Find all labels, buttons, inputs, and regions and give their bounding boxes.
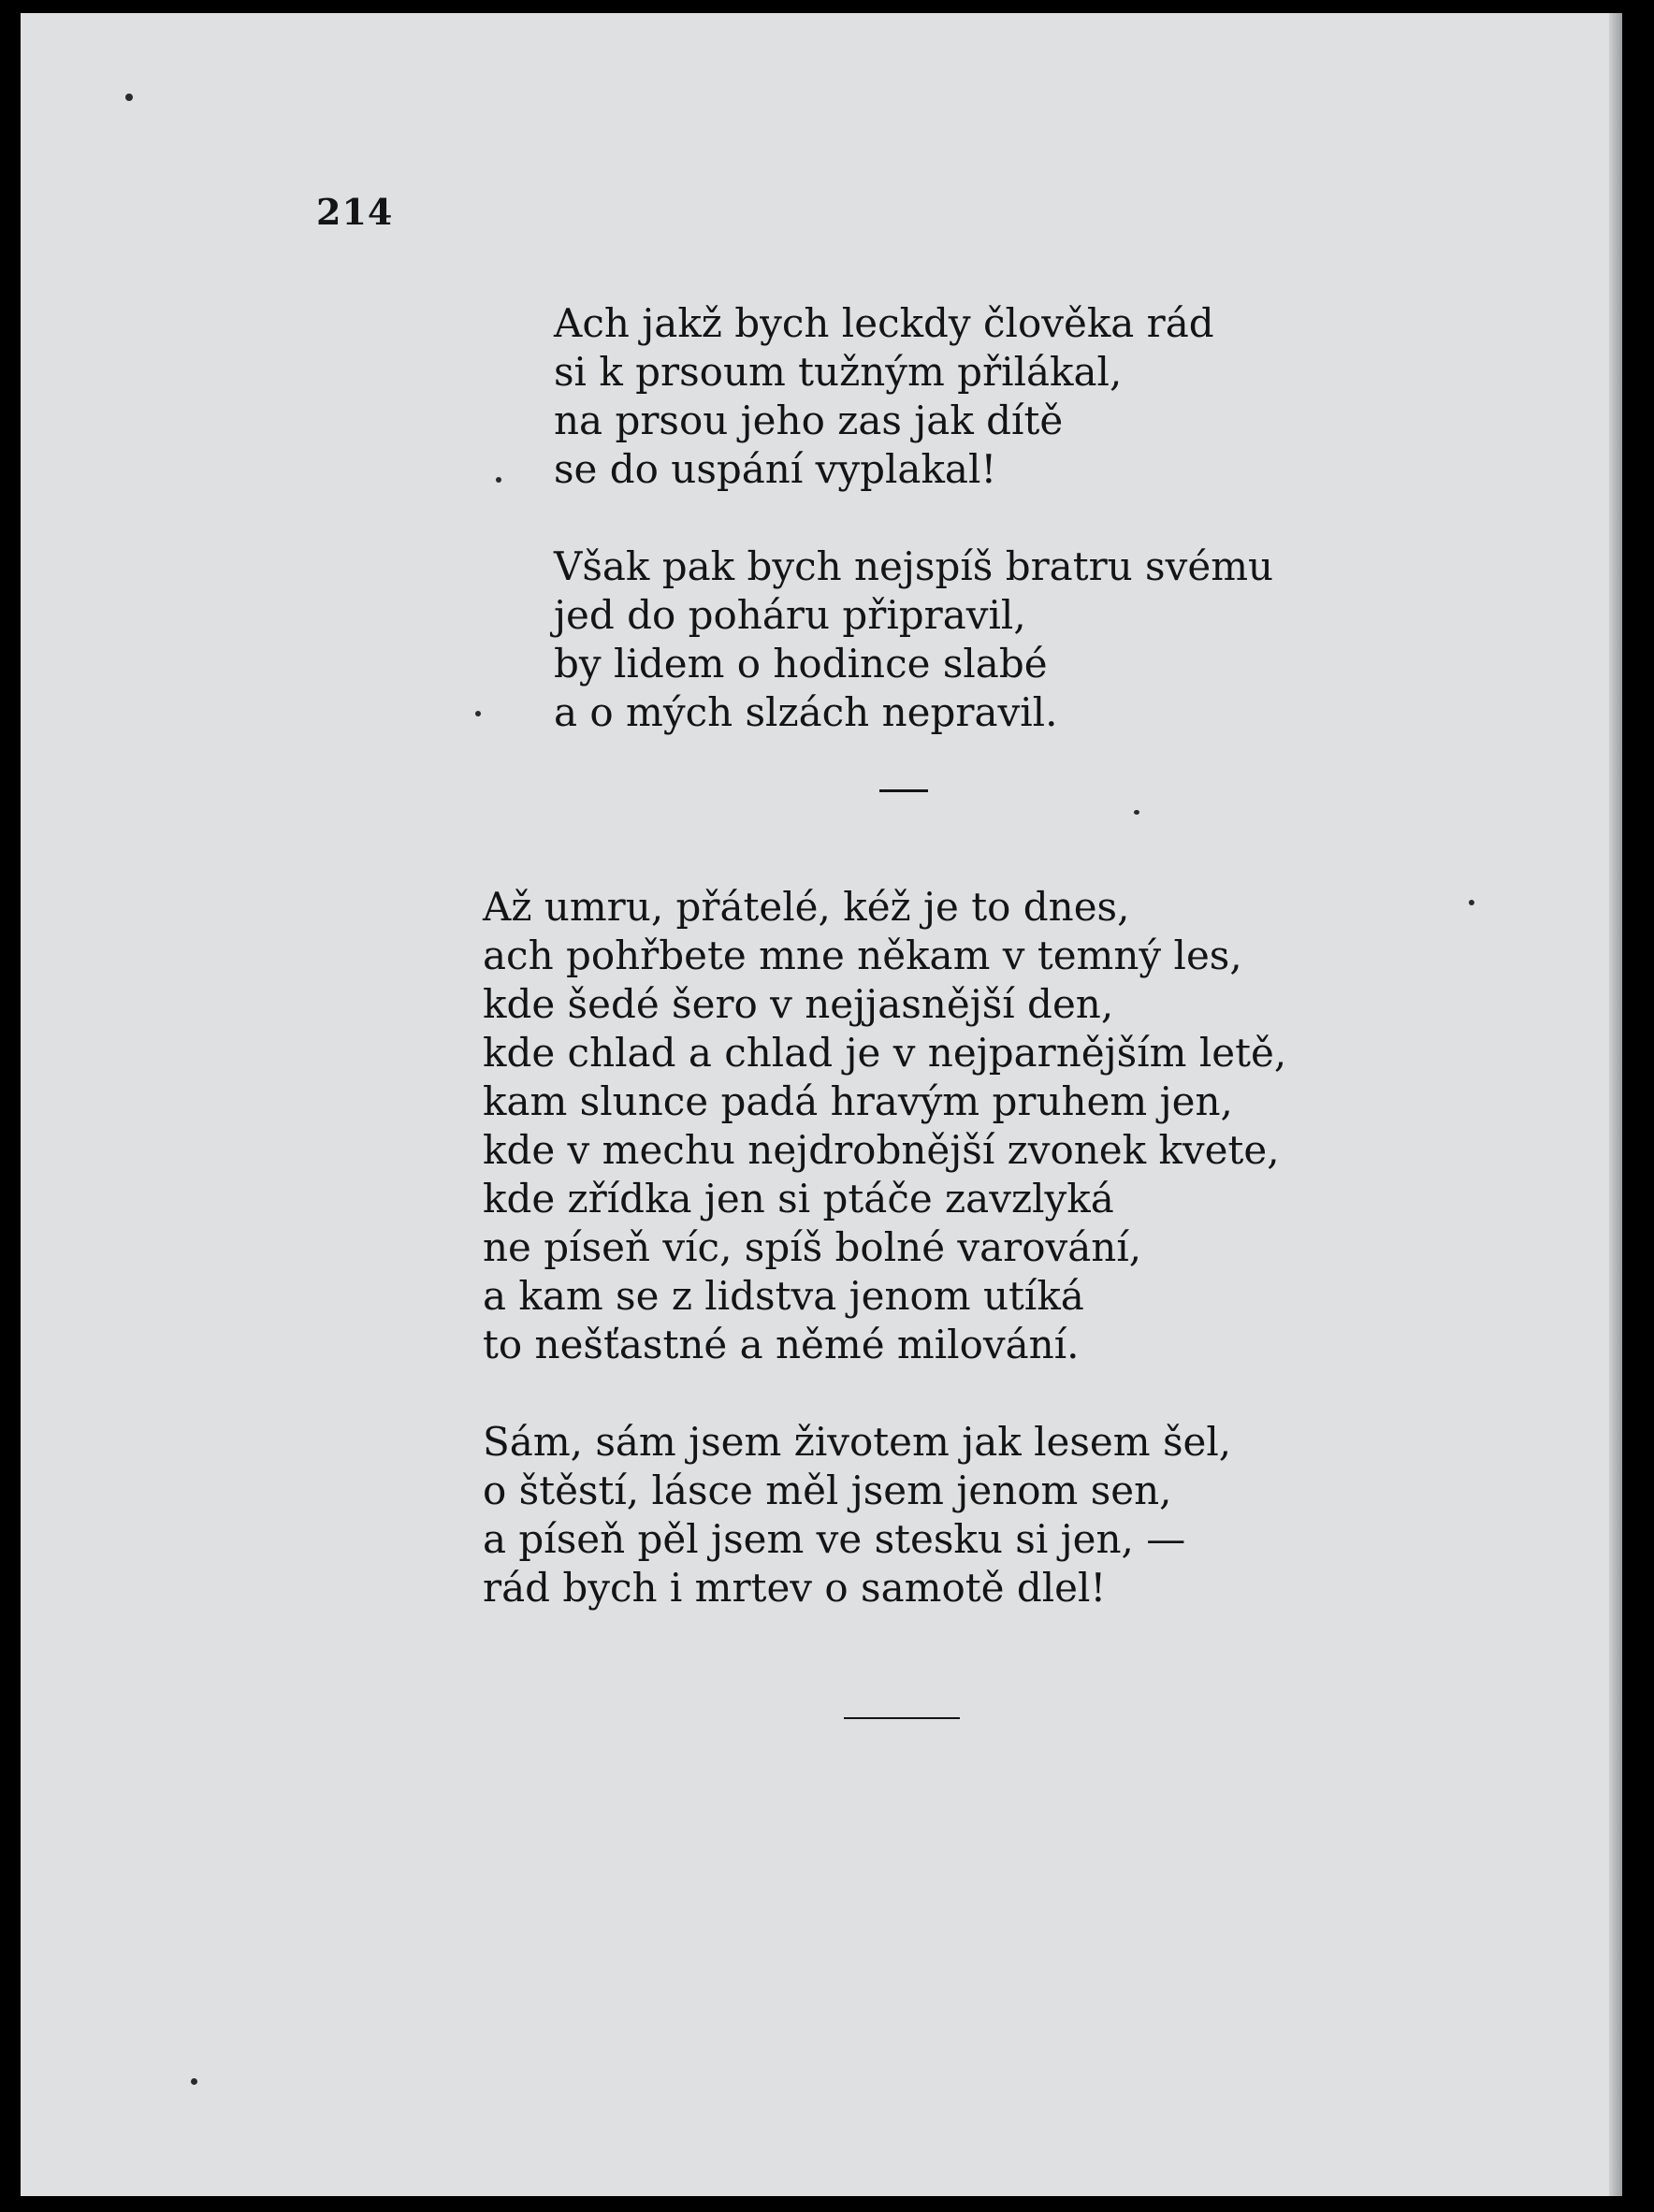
scan-speck bbox=[1469, 900, 1474, 905]
poem-line: Však pak bych nejspíš bratru svému bbox=[554, 543, 1274, 589]
scan-speck bbox=[496, 477, 501, 483]
poem-line: a o mých slzách nepravil. bbox=[554, 689, 1058, 735]
poem-part-1 bbox=[554, 299, 1273, 737]
poem-line: kde v mechu nejdrobnější zvonek kvete, bbox=[483, 1127, 1280, 1173]
poem-line: a kam se z lidstva jenom utíká bbox=[483, 1273, 1084, 1319]
poem-line: jed do poháru připravil, bbox=[554, 592, 1026, 638]
page-edge-shadow bbox=[1609, 13, 1622, 2196]
scan-speck bbox=[475, 711, 481, 716]
book-page bbox=[21, 13, 1622, 2196]
poem-line: ach pohřbete mne někam v temný les, bbox=[483, 933, 1242, 978]
stanza bbox=[483, 1418, 1286, 1612]
poem-line: Ach jakž bych leckdy člověka rád bbox=[554, 300, 1214, 346]
poem-line: ne píseň víc, spíš bolné varování, bbox=[483, 1224, 1142, 1270]
page-number: 214 bbox=[316, 191, 394, 233]
poem-line: kam slunce padá hravým pruhem jen, bbox=[483, 1078, 1233, 1124]
end-divider bbox=[844, 1717, 960, 1719]
poem-line: Sám, sám jsem životem jak lesem šel, bbox=[483, 1419, 1232, 1465]
stanza bbox=[483, 883, 1286, 1369]
poem-line: by lidem o hodince slabé bbox=[554, 641, 1048, 687]
poem-part-2 bbox=[483, 883, 1286, 1612]
poem-line: kde zřídka jen si ptáče zavzlyká bbox=[483, 1176, 1114, 1222]
poem-line: si k prsoum tužným přilákal, bbox=[554, 349, 1123, 395]
poem-line: na prsou jeho zas jak dítě bbox=[554, 398, 1064, 443]
stanza bbox=[554, 542, 1273, 737]
poem-line: rád bych i mrtev o samotě dlel! bbox=[483, 1565, 1107, 1611]
scan-speck bbox=[1134, 810, 1139, 815]
poem-line: a píseň pěl jsem ve stesku si jen, — bbox=[483, 1516, 1186, 1562]
scan-speck bbox=[125, 94, 133, 101]
poem-line: Až umru, přátelé, kéž je to dnes, bbox=[483, 884, 1130, 930]
poem-line: to nešťastné a němé milování. bbox=[483, 1322, 1080, 1367]
poem-line: o štěstí, lásce měl jsem jenom sen, bbox=[483, 1467, 1172, 1513]
section-divider bbox=[879, 789, 928, 792]
scan-speck bbox=[191, 2078, 197, 2085]
poem-line: kde šedé šero v nejjasnější den, bbox=[483, 981, 1114, 1027]
poem-line: kde chlad a chlad je v nejparnějším letě, bbox=[483, 1030, 1287, 1076]
poem-line: se do uspání vyplakal! bbox=[554, 446, 997, 492]
stanza bbox=[554, 299, 1273, 494]
